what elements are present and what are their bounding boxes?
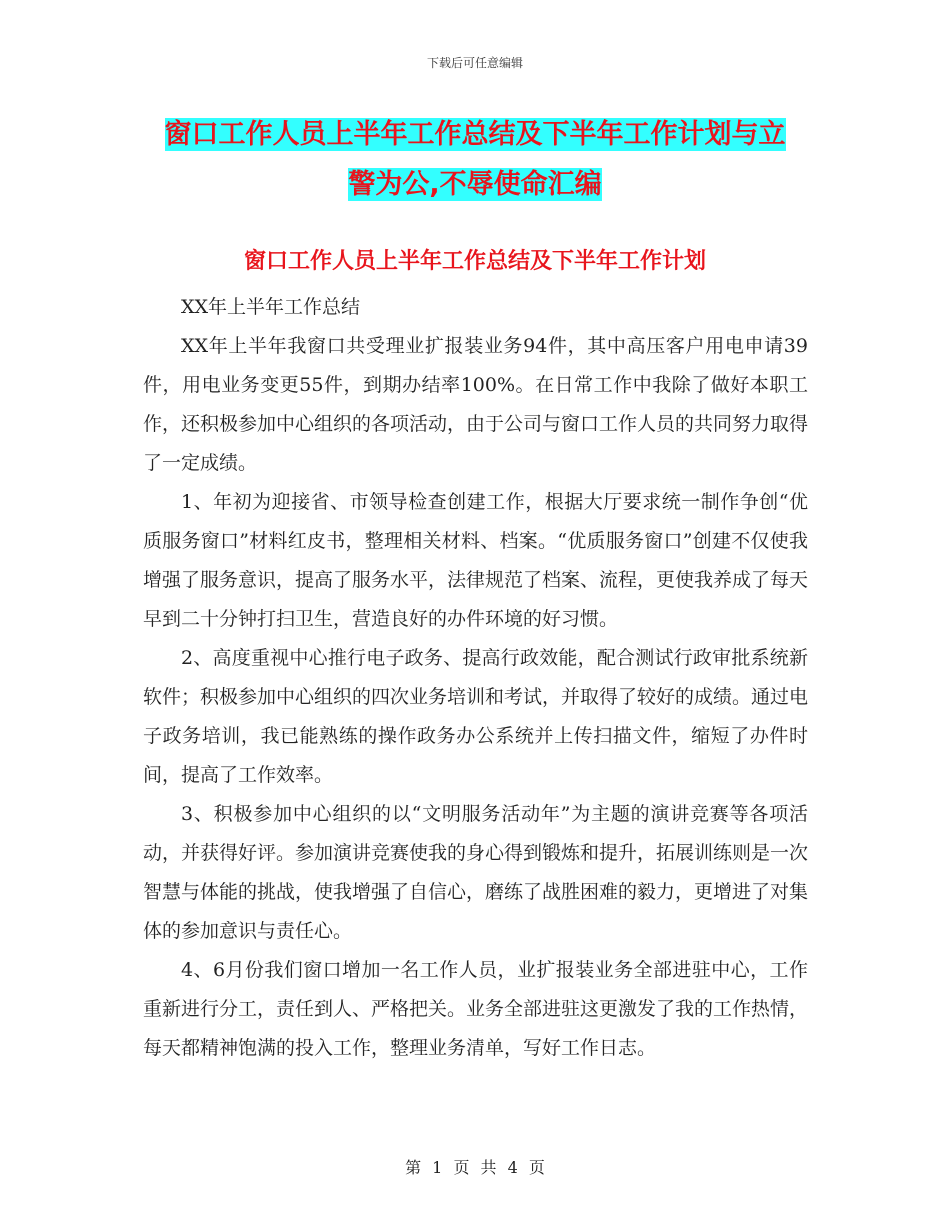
sub-title: 窗口工作人员上半年工作总结及下半年工作计划 bbox=[243, 249, 706, 274]
main-title-line1: 窗口工作人员上半年工作总结及下半年工作计划与立 bbox=[164, 119, 786, 150]
paragraph: 3、积极参加中心组织的以“文明服务活动年”为主题的演讲竞赛等各项活动，并获得好评。参加演讲竞赛使我的身心得到锻炼和提升，拓展训练则是一次智慧与体能的挑战，使我增强了自信心，磨练了战胜困难的毅力，更增进了对集体的参加意识与责任心。 bbox=[143, 803, 809, 942]
main-title bbox=[60, 110, 890, 210]
main-title-line2: 警为公,不辱使命汇编 bbox=[348, 169, 602, 200]
paragraph: 4、6月份我们窗口增加一名工作人员，业扩报装业务全部进驻中心，工作重新进行分工，责任到人、严格把关。业务全部进驻这更激发了我的工作热情，每天都精神饱满的投入工作，整理业务清单，写好工作日志。 bbox=[143, 959, 809, 1059]
paragraph: XX年上半年我窗口共受理业扩报装业务94件，其中高压客户用电申请39件，用电业务变更55件，到期办结率100%。在日常工作中我除了做好本职工作，还积极参加中心组织的各项活动，由于公司与窗口工作人员的共同努力取得了一定成绩。 bbox=[143, 335, 809, 474]
header-note: 下载后可任意编辑 bbox=[426, 56, 523, 70]
paragraph: 1、年初为迎接省、市领导检查创建工作，根据大厅要求统一制作争创“优质服务窗口”材料红皮书，整理相关材料、档案。“优质服务窗口”创建不仅使我增强了服务意识，提高了服务水平，法律规范了档案、流程，更使我养成了每天早到二十分钟打扫卫生，营造良好的办件环境的好习惯。 bbox=[143, 491, 809, 630]
paragraph-heading: XX年上半年工作总结 bbox=[181, 296, 361, 318]
page-footer: 第 1 页 共 4 页 bbox=[405, 1158, 545, 1177]
paragraph: 2、高度重视中心推行电子政务、提高行政效能，配合测试行政审批系统新软件；积极参加中心组织的四次业务培训和考试，并取得了较好的成绩。通过电子政务培训，我已能熟练的操作政务办公系统并上传扫描文件，缩短了办件时间，提高了工作效率。 bbox=[143, 647, 809, 786]
body-text bbox=[143, 288, 808, 1068]
